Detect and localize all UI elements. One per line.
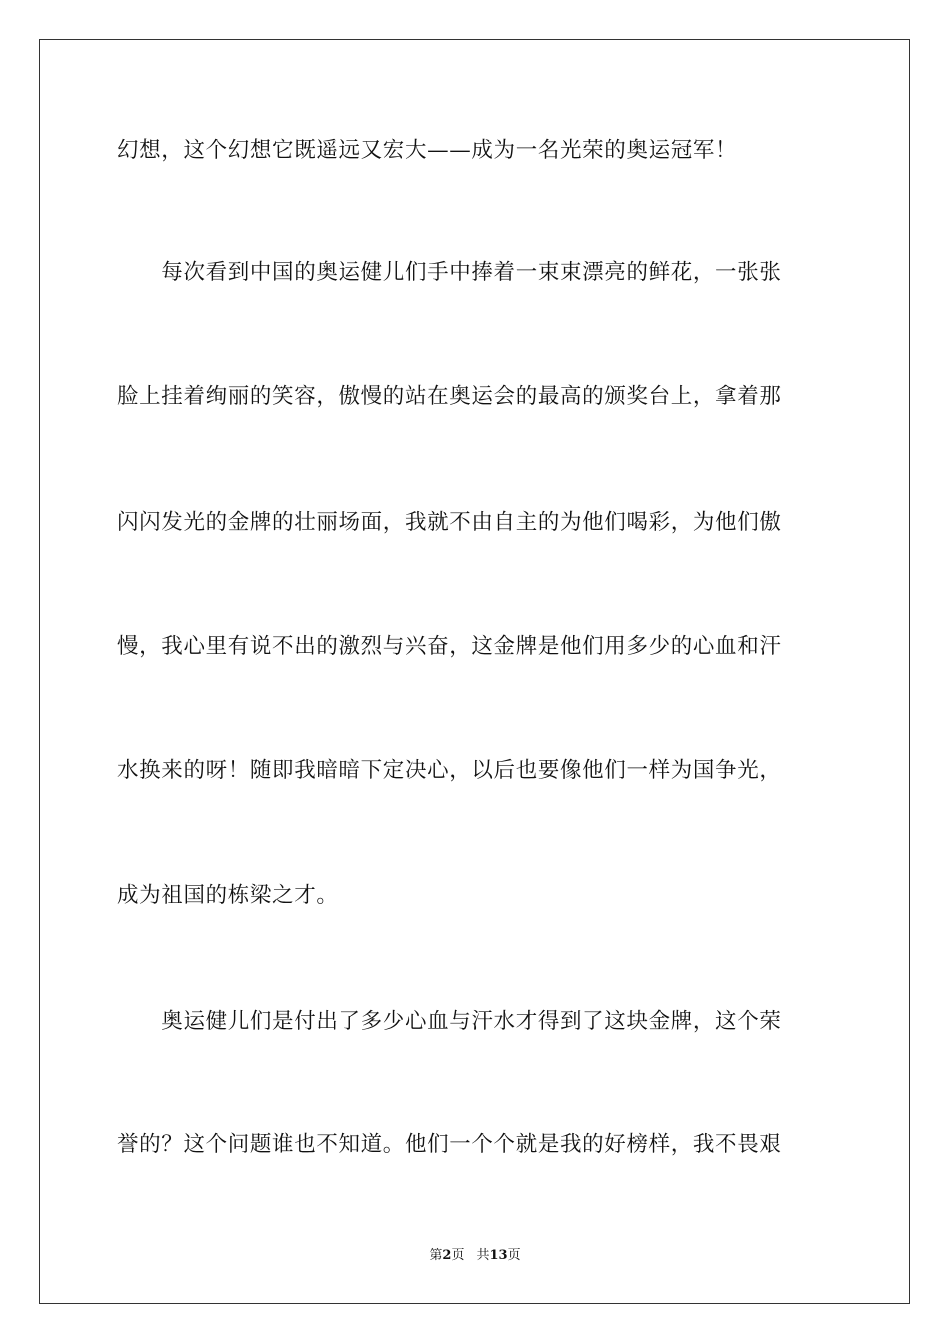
page-number: 2 — [442, 1248, 452, 1263]
page-prefix: 第 — [429, 1248, 443, 1263]
body-text-line-8: 奥运健儿们是付出了多少心血与汗水才得到了这块金牌，这个荣 — [117, 1009, 782, 1034]
body-text-line-6: 水换来的呀！随即我暗暗下定决心，以后也要像他们一样为国争光， — [117, 758, 782, 783]
body-text-line-1: 幻想，这个幻想它既遥远又宏大——成为一名光荣的奥运冠军！ — [117, 138, 738, 163]
total-prefix: 共 — [476, 1248, 490, 1263]
body-text-line-5: 慢，我心里有说不出的激烈与兴奋，这金牌是他们用多少的心血和汗 — [117, 634, 782, 659]
body-text-line-9: 誉的？这个问题谁也不知道。他们一个个就是我的好榜样，我不畏艰 — [117, 1132, 782, 1157]
body-text-line-3: 脸上挂着绚丽的笑容，傲慢的站在奥运会的最高的颁奖台上，拿着那 — [117, 384, 782, 409]
page-frame — [39, 39, 910, 1304]
body-text-line-4: 闪闪发光的金牌的壮丽场面，我就不由自主的为他们喝彩，为他们傲 — [117, 510, 782, 535]
body-text-line-7: 成为祖国的栋梁之才。 — [117, 883, 339, 908]
page-footer — [0, 1247, 950, 1265]
total-suffix: 页 — [507, 1248, 521, 1263]
body-text-line-2: 每次看到中国的奥运健儿们手中捧着一束束漂亮的鲜花，一张张 — [117, 260, 782, 285]
total-pages: 13 — [489, 1248, 508, 1263]
page-suffix: 页 — [451, 1248, 465, 1263]
